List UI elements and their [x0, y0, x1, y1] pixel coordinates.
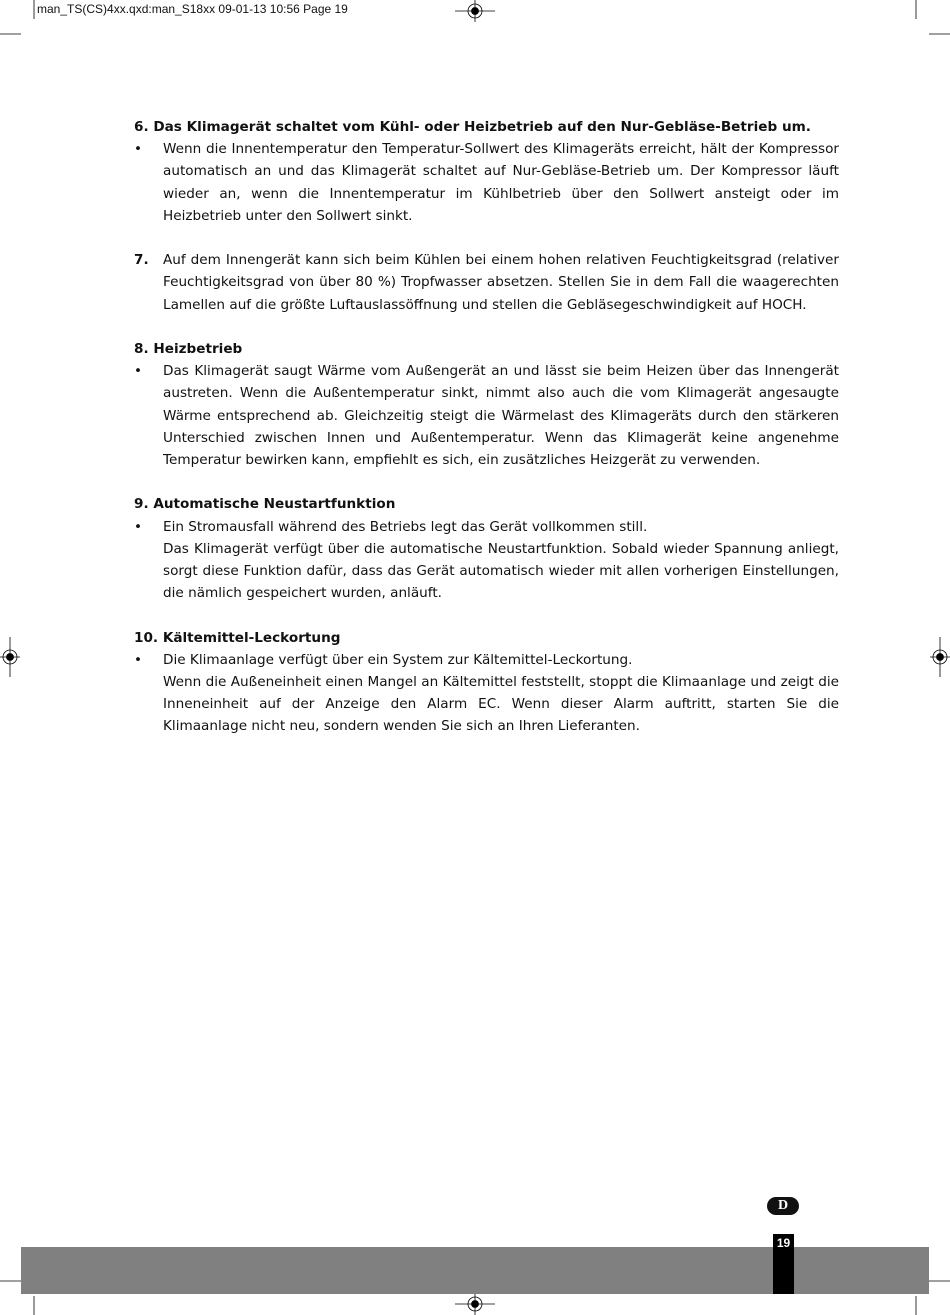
paragraph	[163, 138, 839, 227]
section-6	[134, 116, 839, 227]
paragraph	[163, 649, 839, 738]
registration-mark-right	[930, 637, 950, 677]
print-slug: man_TS(CS)4xx.qxd:man_S18xx 09-01-13 10:56 Page 19	[37, 2, 348, 16]
bullet-item	[134, 360, 839, 471]
section-9	[134, 493, 839, 604]
section-7	[134, 249, 839, 316]
page-number: 19	[776, 1236, 791, 1250]
section-10	[134, 627, 839, 738]
paragraph	[163, 516, 839, 605]
manual-content	[134, 116, 839, 760]
registration-mark-top	[455, 0, 495, 22]
section-heading: 8. Heizbetrieb	[134, 341, 243, 357]
bullet-marker: •	[134, 363, 143, 380]
paragraph-text: Wenn die Außeneinheit einen Mangel an Kältemittel feststellt, stoppt die Klimaanlage und zeigt die Inneneinheit auf der Anzeige den Alarm EC. Wenn dieser Alarm auftritt, starten Sie die Klimaanlage nicht neu, sondern wenden Sie sich an Ihren Lieferanten.	[163, 674, 839, 735]
item-number: 7.	[134, 252, 149, 269]
bullet-marker: •	[134, 141, 143, 158]
bullet-marker: •	[134, 651, 143, 668]
registration-mark-left	[0, 637, 20, 677]
paragraph-text: Auf dem Innengerät kann sich beim Kühlen bei einem hohen relativen Feuchtigkeitsgrad (relativer Feuchtigkeitsgrad von über 80 %) Tropfwasser absetzen. Stellen Sie in dem Fall die waagerechten Lamellen auf die größte Luftauslassöffnung und stellen die Gebläsegeschwindigkeit auf HOCH.	[163, 252, 839, 313]
section-8	[134, 338, 839, 471]
paragraph-text: Wenn die Innentemperatur den Temperatur-Sollwert des Klimageräts erreicht, hält der Kompressor automatisch an und das Klimagerät schaltet auf Nur-Gebläse-Betrieb um. Der Kompressor läuft wieder an, wenn die Innentemperatur im Kühlbetrieb über den Sollwert ansteigt oder im Heizbetrieb unter den Sollwert sinkt.	[163, 141, 839, 224]
paragraph-text: Ein Stromausfall während des Betriebs legt das Gerät vollkommen still.	[163, 518, 648, 535]
numbered-item	[134, 249, 839, 316]
bullet-item	[134, 138, 839, 227]
section-heading: 10. Kältemittel-Leckortung	[134, 629, 341, 646]
paragraph	[163, 360, 839, 471]
paragraph-text: Die Klimaanlage verfügt über ein System zur Kältemittel-Leckortung.	[163, 651, 633, 668]
section-heading: 9. Automatische Neustartfunktion	[134, 496, 396, 513]
paragraph-text: Das Klimagerät verfügt über die automatische Neustartfunktion. Sobald wieder Spannung anliegt, sorgt diese Funktion dafür, dass das Gerät automatisch wieder mit allen vorherigen Einstellungen, die nämlich gespeichert wurden, anläuft.	[163, 540, 839, 602]
bullet-marker: •	[134, 518, 143, 535]
paragraph-text: Das Klimagerät saugt Wärme vom Außengerät an und lässt sie beim Heizen über das Innengerät austreten. Wenn die Außentemperatur sinkt, nimmt also auch die vom Klimagerät angesaugte Wärme entsprechend ab. Gleichzeitig steigt die Wärmelast des Klimageräts durch den stärkeren Unterschied zwischen Innen und Außentemperatur. Wenn das Klimagerät keine angenehme Temperatur bewirken kann, empfiehlt es sich, ein zusätzliches Heizgerät zu verwenden.	[163, 363, 839, 469]
registration-mark-bottom	[455, 1293, 495, 1315]
bullet-item	[134, 649, 839, 738]
language-badge: D	[767, 1197, 799, 1215]
section-heading: 6. Das Klimagerät schaltet vom Kühl- oder Heizbetrieb auf den Nur-Gebläse-Betrieb um.	[134, 119, 811, 135]
bullet-item	[134, 516, 839, 605]
paragraph	[163, 249, 839, 316]
